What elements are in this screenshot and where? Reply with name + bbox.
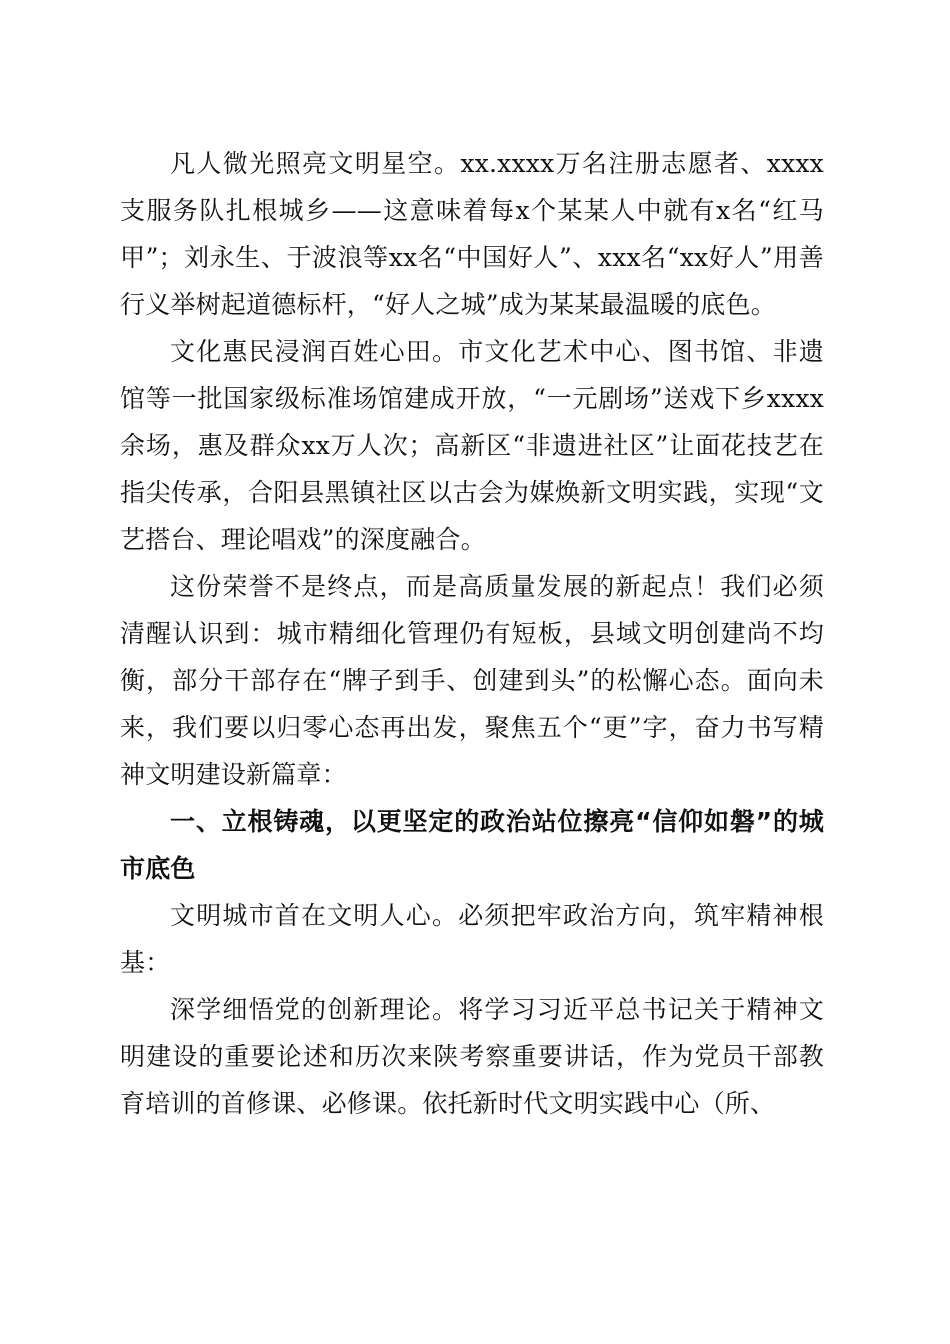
paragraph-new-start: 这份荣誉不是终点，而是高质量发展的新起点！我们必须清醒认识到：城市精细化管理仍有短板，县域文明创建尚不均衡，部分干部存在“牌子到手、创建到头”的松懈心态。面向未来，我们要以归零心态再出发，聚焦五个“更”字，奋力书写精神文明建设新篇章： <box>120 572 824 789</box>
paragraph-civilized-minds: 文明城市首在文明人心。必须把牢政治方向，筑牢精神根基： <box>120 901 824 977</box>
section-heading-one: 一、立根铸魂，以更坚定的政治站位擦亮“信仰如磐”的城市底色 <box>120 807 824 883</box>
paragraph-theory-study: 深学细悟党的创新理论。将学习习近平总书记关于精神文明建设的重要论述和历次来陕考察重要讲话，作为党员干部教育培训的首修课、必修课。依托新时代文明实践中心（所、 <box>120 995 824 1118</box>
paragraph-culture: 文化惠民浸润百姓心田。市文化艺术中心、图书馆、非遗馆等一批国家级标准场馆建成开放，“一元剧场”送戏下乡xxxx余场，惠及群众xx万人次；高新区“非遗进社区”让面花技艺在指尖传承，合阳县黑镇社区以古会为媒焕新文明实践，实现“文艺搭台、理论唱戏”的深度融合。 <box>120 337 824 554</box>
paragraph-volunteers: 凡人微光照亮文明星空。xx.xxxx万名注册志愿者、xxxx支服务队扎根城乡——这意味着每x个某某人中就有x名“红马甲”；刘永生、于波浪等xx名“中国好人”、xxx名“xx好人”用善行义举树起道德标杆，“好人之城”成为某某最温暖的底色。 <box>120 149 824 319</box>
document-page <box>120 140 824 1127</box>
